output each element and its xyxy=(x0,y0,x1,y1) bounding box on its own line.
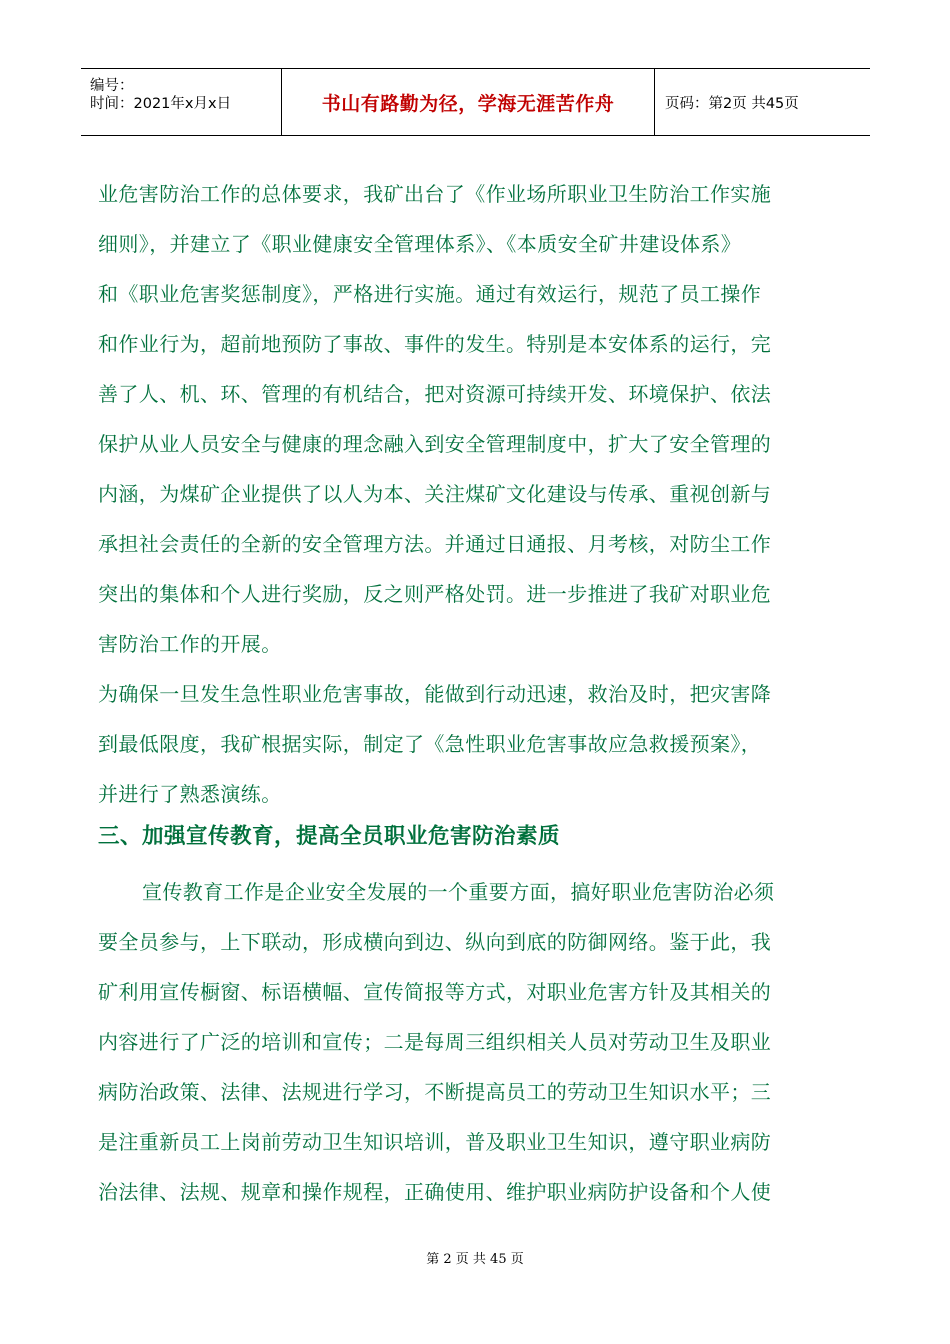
text-line: 到最低限度，我矿根据实际，制定了《急性职业危害事故应急救援预案》， xyxy=(98,732,762,756)
text-line: 为确保一旦发生急性职业危害事故，能做到行动迅速，救治及时，把灾害降 xyxy=(98,682,772,706)
text-line: 内容进行了广泛的培训和宣传；二是每周三组织相关人员对劳动卫生及职业 xyxy=(98,1030,772,1054)
document-number-label: 编号： xyxy=(90,78,134,94)
text-line: 治法律、法规、规章和操作规程，正确使用、维护职业病防护设备和个人使 xyxy=(98,1180,772,1204)
text-line: 保护从业人员安全与健康的理念融入到安全管理制度中，扩大了安全管理的 xyxy=(98,432,772,456)
text-line: 内涵，为煤矿企业提供了以人为本、关注煤矿文化建设与传承、重视创新与 xyxy=(98,482,772,506)
text-line: 害防治工作的开展。 xyxy=(98,632,282,656)
text-line: 病防治政策、法律、法规进行学习，不断提高员工的劳动卫生知识水平；三 xyxy=(98,1080,772,1104)
text-line: 和《职业危害奖惩制度》，严格进行实施。通过有效运行，规范了员工操作 xyxy=(98,282,762,306)
text-line: 和作业行为，超前地预防了事故、事件的发生。特别是本安体系的运行，完 xyxy=(98,332,772,356)
text-line: 业危害防治工作的总体要求，我矿出台了《作业场所职业卫生防治工作实施 xyxy=(98,182,772,206)
text-line: 善了人、机、环、管理的有机结合，把对资源可持续开发、环境保护、依法 xyxy=(98,382,772,406)
text-line: 并进行了熟悉演练。 xyxy=(98,782,282,806)
text-line: 承担社会责任的全新的安全管理方法。并通过日通报、月考核，对防尘工作 xyxy=(98,532,772,556)
header-page-info: 页码：第2页 共45页 xyxy=(665,95,799,112)
text-line: 要全员参与，上下联动，形成横向到边、纵向到底的防御网络。鉴于此，我 xyxy=(98,930,772,954)
header-meta-cell xyxy=(81,69,282,135)
section-heading: 三、加强宣传教育，提高全员职业危害防治素质 xyxy=(98,824,561,849)
text-line: 是注重新员工上岗前劳动卫生知识培训，普及职业卫生知识，遵守职业病防 xyxy=(98,1130,772,1154)
document-time-label: 时间：2021年x月x日 xyxy=(90,96,232,112)
header-motto: 书山有路勤为径，学海无涯苦作舟 xyxy=(282,69,655,135)
text-line: 突出的集体和个人进行奖励，反之则严格处罚。进一步推进了我矿对职业危 xyxy=(98,582,772,606)
text-line: 细则》，并建立了《职业健康安全管理体系》、《本质安全矿井建设体系》 xyxy=(98,232,742,256)
text-line: 宣传教育工作是企业安全发展的一个重要方面，搞好职业危害防治必须 xyxy=(142,880,775,904)
page-footer: 第 2 页 共 45 页 xyxy=(426,1252,524,1267)
text-line: 矿利用宣传橱窗、标语横幅、宣传简报等方式，对职业危害方针及其相关的 xyxy=(98,980,772,1004)
document-header xyxy=(81,68,870,136)
